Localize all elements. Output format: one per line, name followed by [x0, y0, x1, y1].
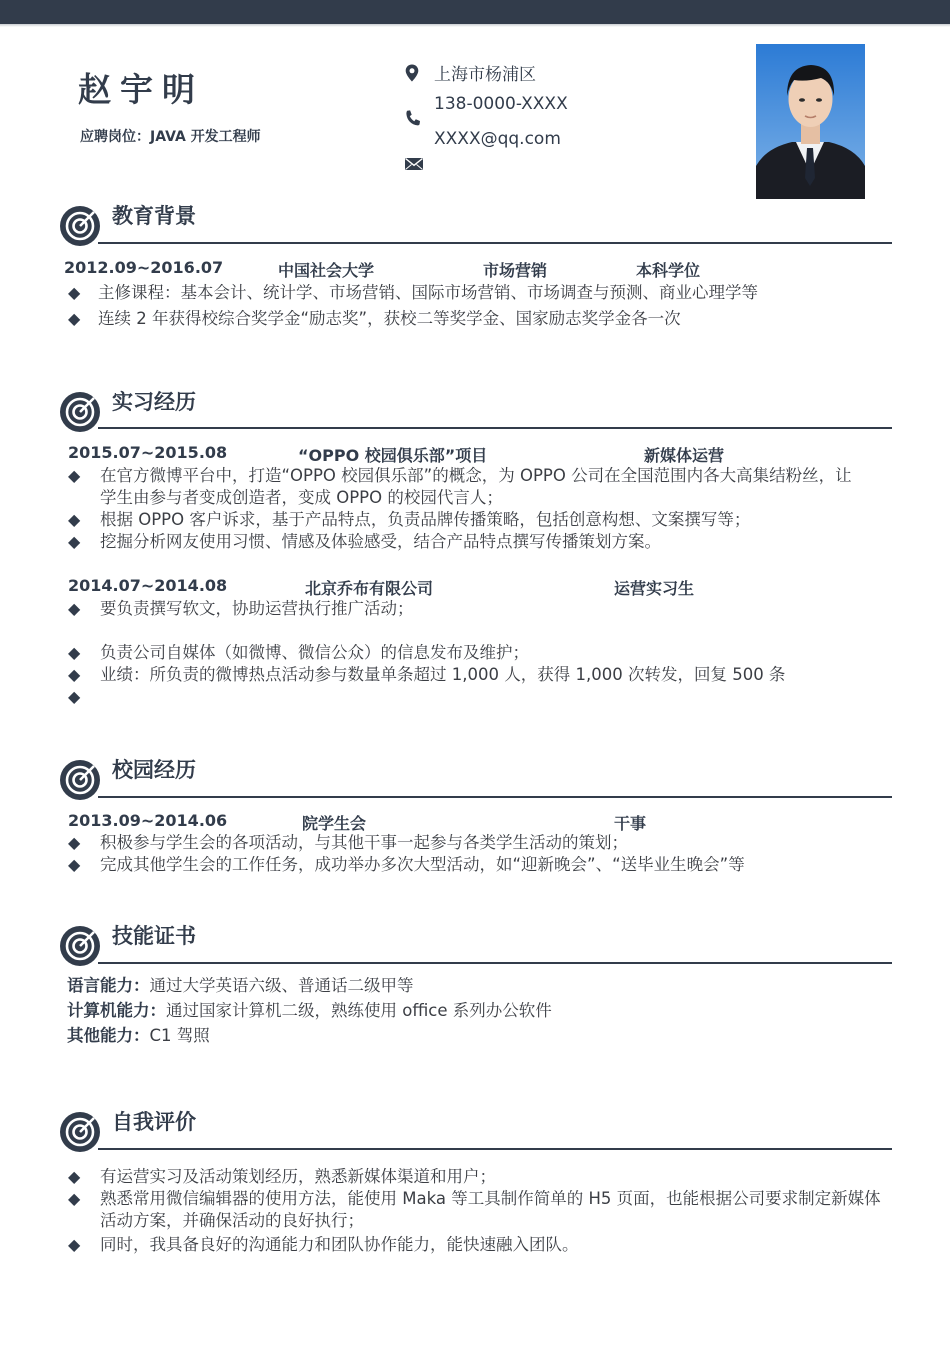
position-value: JAVA 开发工程师 [150, 129, 261, 145]
internship-2-org: 北京乔布有限公司 [305, 579, 434, 598]
target-icon [58, 1108, 102, 1152]
self-line-1: 有运营实习及活动策划经历，熟悉新媒体渠道和用户； [100, 1167, 496, 1186]
diamond-bullet-icon: ◆ [68, 532, 81, 551]
top-banner-shadow [0, 24, 950, 27]
skill-other-label: 其他能力： [67, 1026, 150, 1045]
education-section [56, 200, 892, 240]
phone-icon [403, 109, 423, 129]
target-icon [58, 202, 102, 246]
internship-2-bullet-2: 负责公司自媒体（如微博、微信公众）的信息发布及维护； [100, 643, 529, 662]
address-text: 上海市杨浦区 [434, 65, 536, 85]
internship-2-bullet-1: 要负责撰写软文，协助运营执行推广活动； [100, 599, 414, 618]
education-degree: 本科学位 [636, 261, 701, 280]
education-school: 中国社会大学 [278, 261, 375, 280]
campus-org: 院学生会 [302, 814, 367, 833]
internship-1-role: 新媒体运营 [644, 446, 725, 465]
section-divider [98, 427, 892, 429]
skill-other-value: C1 驾照 [149, 1026, 210, 1045]
section-divider [98, 242, 892, 244]
internship-title: 实习经历 [112, 390, 196, 414]
target-icon [58, 756, 102, 800]
candidate-name: 赵宇明 [78, 70, 204, 109]
diamond-bullet-icon: ◆ [68, 687, 81, 706]
internship-section [56, 386, 892, 426]
self-line-2: 熟悉常用微信编辑器的使用方法，能使用 Maka 等工具制作简单的 H5 页面，也能根据公司要求制定新媒体 [100, 1189, 881, 1208]
internship-1-bullet-2: 根据 OPPO 客户诉求，基于产品特点，负责品牌传播策略，包括创意构想、文案撰写等； [100, 510, 751, 529]
diamond-bullet-icon: ◆ [68, 833, 81, 852]
diamond-bullet-icon: ◆ [68, 855, 81, 874]
target-icon [58, 922, 102, 966]
email-icon [404, 154, 424, 174]
location-pin-icon [402, 63, 422, 83]
self-line-2-cont: 活动方案，并确保活动的良好执行； [100, 1211, 364, 1230]
internship-1-bullet-1: 在官方微博平台中，打造“OPPO 校园俱乐部”的概念，为 OPPO 公司在全国范围内各大高集结粉丝，让 [100, 466, 852, 485]
diamond-bullet-icon: ◆ [68, 1167, 81, 1186]
internship-1-period: 2015.07~2015.08 [68, 443, 228, 462]
education-period: 2012.09~2016.07 [64, 258, 224, 277]
phone-text: 138-0000-XXXX [434, 94, 568, 114]
profile-photo [756, 44, 865, 199]
skill-language-value: 通过大学英语六级、普通话二级甲等 [149, 976, 414, 995]
internship-1-bullet-3: 挖掘分析网友使用习惯、情感及体验感受，结合产品特点撰写传播策划方案。 [100, 532, 661, 551]
skill-language-label: 语言能力： [67, 976, 150, 995]
skill-other [67, 1025, 210, 1047]
diamond-bullet-icon: ◆ [68, 599, 81, 618]
diamond-bullet-icon: ◆ [68, 665, 81, 684]
self-evaluation-section [56, 1106, 892, 1146]
diamond-bullet-icon: ◆ [68, 309, 81, 328]
section-divider [98, 1148, 892, 1150]
education-bullet-1: 主修课程：基本会计、统计学、市场营销、国际市场营销、市场调查与预测、商业心理学等 [98, 283, 758, 302]
education-major: 市场营销 [483, 261, 548, 280]
email-text: XXXX@qq.com [434, 129, 561, 149]
campus-period: 2013.09~2014.06 [68, 811, 228, 830]
education-title: 教育背景 [112, 204, 196, 228]
internship-1-org: “OPPO 校园俱乐部”项目 [298, 446, 488, 465]
internship-2-bullet-3: 业绩：所负责的微博热点活动参与数量单条超过 1,000 人，获得 1,000 次转发，回复 500 条 [100, 665, 786, 684]
education-bullet-2: 连续 2 年获得校综合奖学金“励志奖”，获校二等奖学金、国家励志奖学金各一次 [98, 309, 681, 328]
diamond-bullet-icon: ◆ [68, 466, 81, 485]
position-label: 应聘岗位： [80, 129, 150, 145]
section-divider [98, 796, 892, 798]
top-banner [0, 0, 950, 24]
diamond-bullet-icon: ◆ [68, 510, 81, 529]
applied-position [80, 126, 261, 146]
internship-2-role: 运营实习生 [614, 579, 695, 598]
diamond-bullet-icon: ◆ [68, 1189, 81, 1208]
skill-computer [67, 1000, 552, 1022]
skills-title: 技能证书 [112, 924, 196, 948]
campus-role: 干事 [614, 814, 647, 833]
diamond-bullet-icon: ◆ [68, 283, 81, 302]
diamond-bullet-icon: ◆ [68, 643, 81, 662]
skill-language [67, 975, 414, 997]
campus-bullet-2: 完成其他学生会的工作任务，成功举办多次大型活动，如“迎新晚会”、“送毕业生晚会”等 [100, 855, 745, 874]
self-line-3: 同时，我具备良好的沟通能力和团队协作能力，能快速融入团队。 [100, 1235, 579, 1254]
internship-1-bullet-1-cont: 学生由参与者变成创造者，变成 OPPO 的校园代言人； [100, 488, 503, 507]
campus-section [56, 754, 892, 794]
skill-computer-label: 计算机能力： [67, 1001, 166, 1020]
skills-section [56, 920, 892, 960]
target-icon [58, 388, 102, 432]
diamond-bullet-icon: ◆ [68, 1235, 81, 1254]
campus-title: 校园经历 [112, 758, 196, 782]
internship-2-period: 2014.07~2014.08 [68, 576, 228, 595]
self-evaluation-title: 自我评价 [112, 1110, 196, 1134]
section-divider [98, 962, 892, 964]
campus-bullet-1: 积极参与学生会的各项活动，与其他干事一起参与各类学生活动的策划； [100, 833, 628, 852]
skill-computer-value: 通过国家计算机二级，熟练使用 office 系列办公软件 [166, 1001, 552, 1020]
